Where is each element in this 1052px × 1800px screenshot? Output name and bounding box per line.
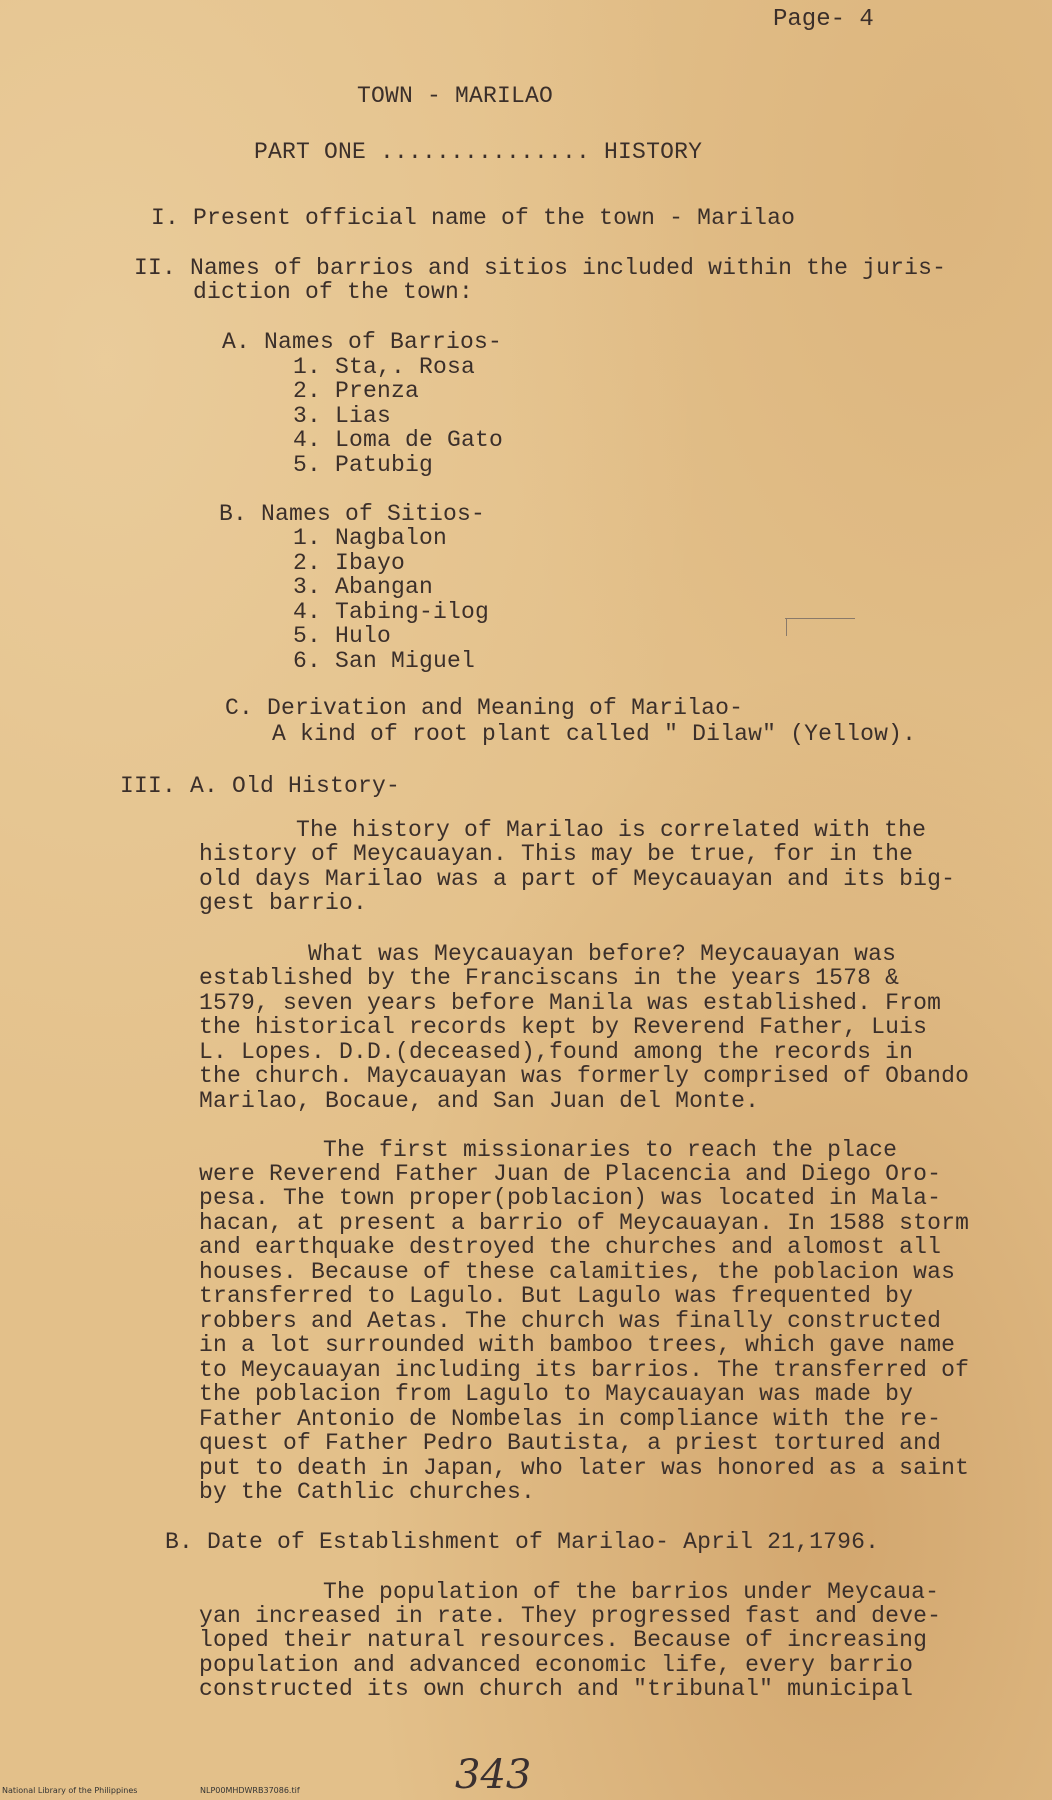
- sitio-item: 4. Tabing-ilog: [293, 599, 490, 625]
- sitios-heading: B. Names of Sitios-: [219, 501, 486, 527]
- para3-line: the poblacion from Lagulo to Maycauayan was made by: [199, 1381, 914, 1407]
- para3-line: Father Antonio de Nombelas in compliance with the re-: [199, 1406, 942, 1432]
- barrios-heading: A. Names of Barrios-: [222, 329, 503, 355]
- para2-line: the historical records kept by Reverend Father, Luis: [199, 1014, 928, 1040]
- para3-line: pesa. The town proper(poblacion) was located in Mala-: [199, 1185, 942, 1211]
- page-label: Page- 4: [773, 6, 874, 33]
- section-ii-line-1: II. Names of barrios and sitios included within the juris-: [134, 255, 947, 281]
- para4-line: population and advanced economic life, every barrio: [199, 1652, 914, 1678]
- para2-line: What was Meycauayan before? Meycauayan was: [308, 941, 897, 967]
- para3-line: to Meycauayan including its barrios. The transferred of: [199, 1357, 970, 1383]
- para2-line: the church. Maycauayan was formerly comprised of Obando: [199, 1063, 970, 1089]
- para3-line: by the Cathlic churches.: [199, 1479, 536, 1505]
- town-header: TOWN - MARILAO: [357, 83, 554, 109]
- barrio-item: 3. Lias: [293, 403, 392, 429]
- para3-line: The first missionaries to reach the place: [323, 1137, 898, 1163]
- para3-line: hacan, at present a barrio of Meycauayan. In 1588 storm: [199, 1210, 970, 1236]
- para2-line: 1579, seven years before Manila was established. From: [199, 990, 942, 1016]
- handwritten-page-number: 343: [455, 1752, 532, 1798]
- pencil-mark: [785, 618, 855, 619]
- para2-line: established by the Franciscans in the years 1578 &: [199, 965, 900, 991]
- para3-line: in a lot surrounded with bamboo trees, which gave name: [199, 1332, 956, 1358]
- sitio-item: 1. Nagbalon: [293, 525, 448, 551]
- para3-line: robbers and Aetas. The church was finally constructed: [199, 1308, 942, 1334]
- footer-filename: NLP00MHDWRB37086.tif: [200, 1786, 300, 1795]
- pencil-mark: [786, 618, 787, 636]
- barrio-item: 4. Loma de Gato: [293, 427, 504, 453]
- para3-line: put to death in Japan, who later was honored as a saint: [199, 1455, 970, 1481]
- section-ii-line-2: diction of the town:: [193, 279, 474, 305]
- section-iii-b: B. Date of Establishment of Marilao- April 21,1796.: [165, 1529, 880, 1555]
- para3-line: houses. Because of these calamities, the poblacion was: [199, 1259, 956, 1285]
- sitio-item: 2. Ibayo: [293, 550, 406, 576]
- para2-line: L. Lopes. D.D.(deceased),found among the records in: [199, 1039, 914, 1065]
- section-iii: III. A. Old History-: [120, 773, 401, 799]
- barrio-item: 2. Prenza: [293, 378, 420, 404]
- barrio-item: 5. Patubig: [293, 452, 434, 478]
- sitio-item: 6. San Miguel: [293, 648, 476, 674]
- section-i: I. Present official name of the town - Marilao: [151, 205, 796, 231]
- para3-line: were Reverend Father Juan de Placencia and Diego Oro-: [199, 1161, 942, 1187]
- derivation-text: A kind of root plant called " Dilaw" (Yellow).: [272, 721, 917, 747]
- para4-line: loped their natural resources. Because of increasing: [199, 1627, 928, 1653]
- para1-line: The history of Marilao is correlated with the: [296, 817, 927, 843]
- para3-line: quest of Father Pedro Bautista, a priest tortured and: [199, 1430, 942, 1456]
- para3-line: and earthquake destroyed the churches and alomost all: [199, 1234, 942, 1260]
- para4-line: yan increased in rate. They progressed fast and deve-: [199, 1603, 942, 1629]
- footer-library: National Library of the Philippines: [2, 1786, 138, 1795]
- sitio-item: 3. Abangan: [293, 574, 434, 600]
- para1-line: history of Meycauayan. This may be true, for in the: [199, 841, 914, 867]
- derivation-heading: C. Derivation and Meaning of Marilao-: [225, 695, 744, 721]
- para4-line: constructed its own church and "tribunal" municipal: [199, 1676, 914, 1702]
- para2-line: Marilao, Bocaue, and San Juan del Monte.: [199, 1088, 760, 1114]
- para3-line: transferred to Lagulo. But Lagulo was frequented by: [199, 1283, 914, 1309]
- part-header: PART ONE ............... HISTORY: [254, 139, 703, 165]
- barrio-item: 1. Sta,. Rosa: [293, 354, 476, 380]
- para1-line: old days Marilao was a part of Meycauayan and its big-: [199, 866, 956, 892]
- sitio-item: 5. Hulo: [293, 623, 392, 649]
- para1-line: gest barrio.: [199, 890, 368, 916]
- para4-line: The population of the barrios under Meycaua-: [323, 1579, 940, 1605]
